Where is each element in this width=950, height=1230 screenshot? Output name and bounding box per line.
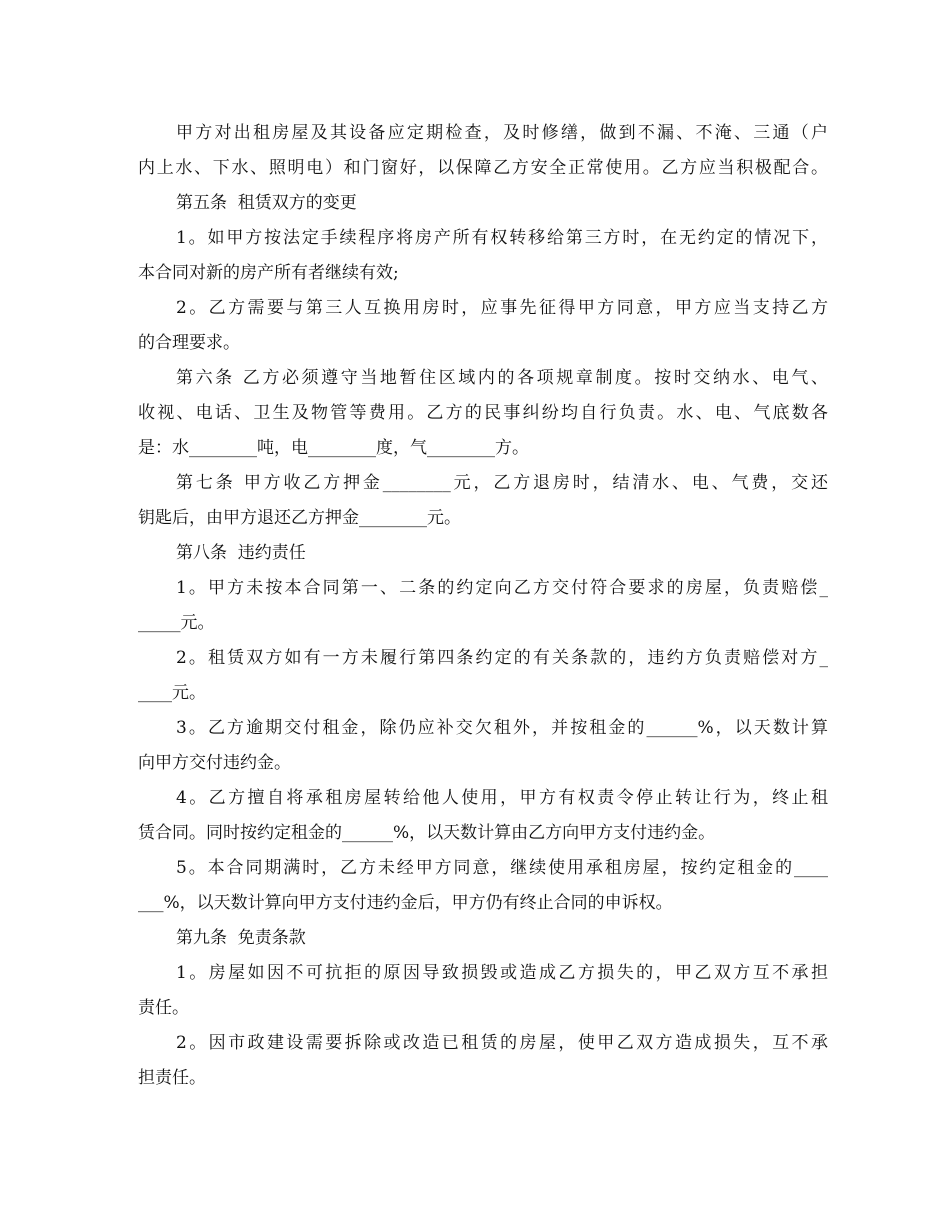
text-line: 2。租赁双方如有一方未履行第四条约定的有关条款的，违约方负责赔偿对方_ (176, 648, 828, 668)
text-line: ____元。 (138, 683, 206, 703)
text-line: 2。因市政建设需要拆除或改造已租赁的房屋，使甲乙双方造成损失，互不承 (176, 1033, 828, 1053)
text-line: 本合同对新的房产所有者继续有效; (138, 263, 399, 283)
text-line: 内上水、下水、照明电）和门窗好，以保障乙方安全正常使用。乙方应当积极配合。 (138, 158, 828, 178)
text-line: 是：水________吨，电________度，气________方。 (138, 438, 529, 458)
text-line: 担责任。 (138, 1068, 206, 1088)
text-line: 第五条 租赁双方的变更 (176, 193, 357, 213)
text-line: 第七条 甲方收乙方押金________元，乙方退房时，结清水、电、气费，交还 (176, 473, 828, 493)
text-line: 1。甲方未按本合同第一、二条的约定向乙方交付符合要求的房屋，负责赔偿_ (176, 578, 828, 598)
text-line: 第六条 乙方必须遵守当地暂住区域内的各项规章制度。按时交纳水、电气、 (176, 368, 828, 388)
text-line: 第九条 免责条款 (176, 928, 306, 948)
text-line: 5。本合同期满时，乙方未经甲方同意，继续使用承租房屋，按约定租金的____ (176, 858, 828, 878)
text-line: 的合理要求。 (138, 333, 240, 353)
text-line: 向甲方交付违约金。 (138, 753, 291, 773)
text-line: 第八条 违约责任 (176, 543, 306, 563)
text-line: 赁合同。同时按约定租金的______%，以天数计算由乙方向甲方支付违约金。 (138, 823, 716, 843)
text-line: 2。乙方需要与第三人互换用房时，应事先征得甲方同意，甲方应当支持乙方 (176, 298, 828, 318)
text-line: 1。如甲方按法定手续程序将房产所有权转移给第三方时，在无约定的情况下， (176, 228, 828, 248)
text-line: 收视、电话、卫生及物管等费用。乙方的民事纠纷均自行负责。水、电、气底数各 (138, 403, 828, 423)
text-line: 责任。 (138, 998, 189, 1018)
text-line: 钥匙后，由甲方退还乙方押金________元。 (138, 508, 461, 528)
text-line: _____元。 (138, 613, 215, 633)
contract-body (138, 116, 828, 1096)
text-line: 4。乙方擅自将承租房屋转给他人使用，甲方有权责令停止转让行为，终止租 (176, 788, 828, 808)
text-line: 3。乙方逾期交付租金，除仍应补交欠租外，并按租金的______%，以天数计算 (176, 718, 828, 738)
text-line: ___%，以天数计算向甲方支付违约金后，甲方仍有终止合同的申诉权。 (138, 893, 673, 913)
text-line: 1。房屋如因不可抗拒的原因导致损毁或造成乙方损失的，甲乙双方互不承担 (176, 963, 828, 983)
text-line: 甲方对出租房屋及其设备应定期检查，及时修缮，做到不漏、不淹、三通（户 (176, 123, 828, 143)
